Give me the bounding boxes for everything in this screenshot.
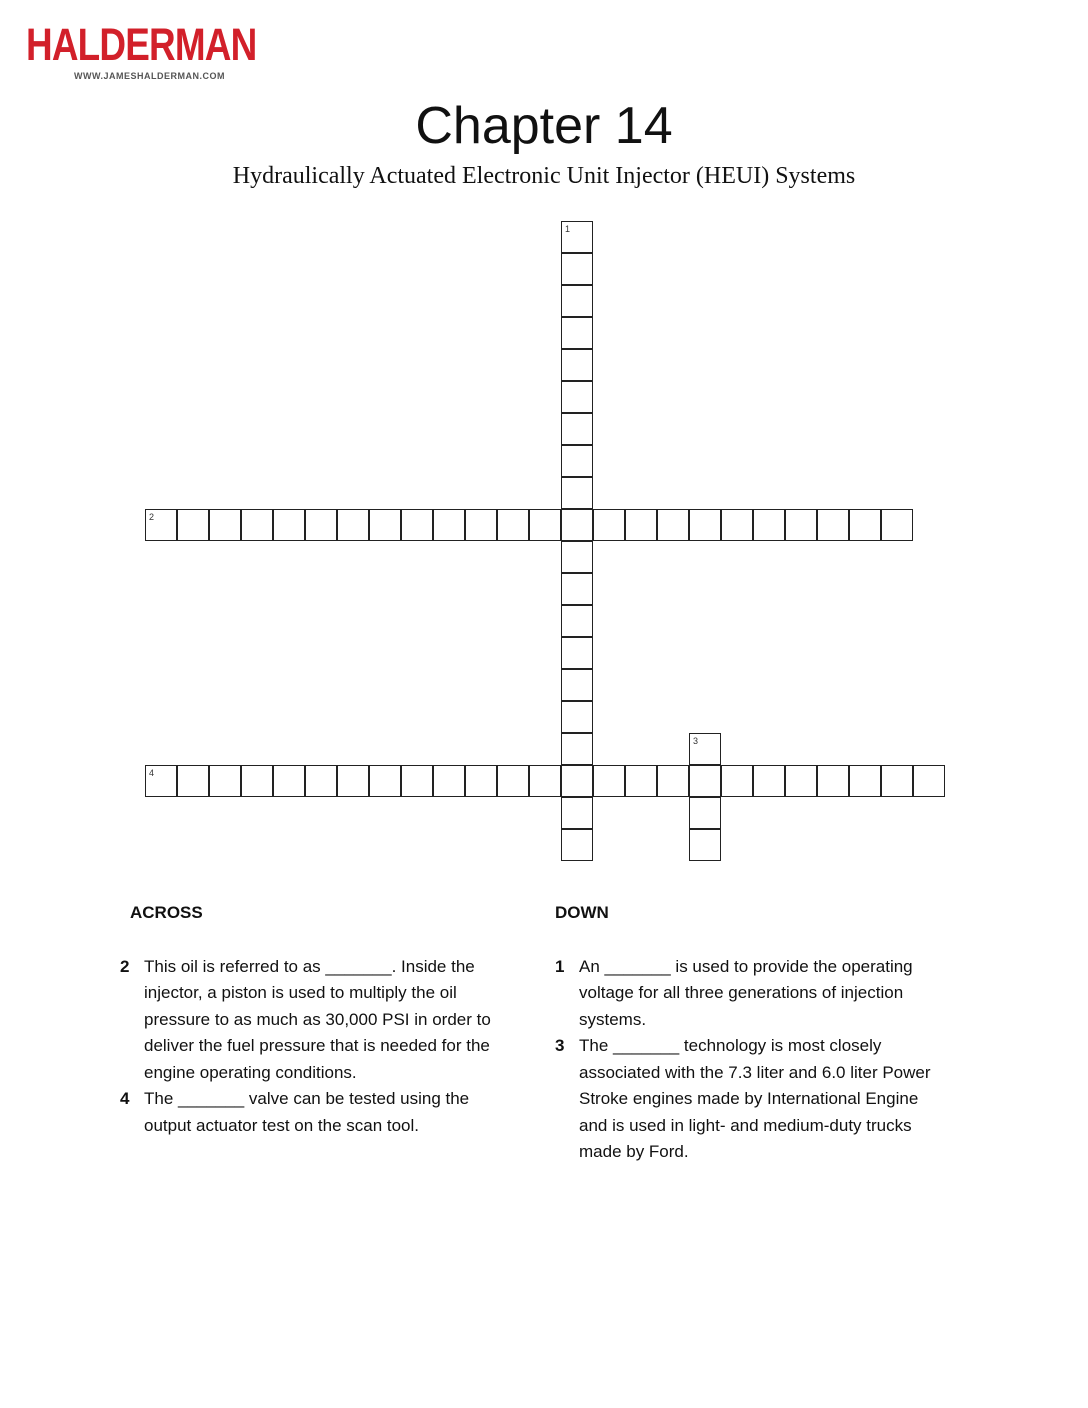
grid-cell[interactable] bbox=[561, 605, 593, 637]
grid-cell[interactable] bbox=[337, 765, 369, 797]
grid-cell[interactable] bbox=[305, 765, 337, 797]
grid-cell[interactable] bbox=[209, 509, 241, 541]
across-clues bbox=[120, 900, 510, 1139]
grid-cell[interactable] bbox=[849, 765, 881, 797]
grid-cell[interactable] bbox=[753, 765, 785, 797]
grid-cell[interactable] bbox=[689, 797, 721, 829]
logo-url: WWW.JAMESHALDERMAN.COM bbox=[74, 71, 225, 81]
clue-number: 4 bbox=[120, 1089, 130, 1108]
grid-cell[interactable] bbox=[561, 573, 593, 605]
grid-cell[interactable] bbox=[881, 765, 913, 797]
grid-cell[interactable] bbox=[241, 765, 273, 797]
grid-cell[interactable] bbox=[561, 413, 593, 445]
grid-cell[interactable] bbox=[561, 669, 593, 701]
grid-cell[interactable] bbox=[625, 765, 657, 797]
grid-cell[interactable] bbox=[785, 765, 817, 797]
grid-cell[interactable] bbox=[689, 509, 721, 541]
clue-across-4 bbox=[120, 1086, 510, 1139]
grid-cell[interactable] bbox=[689, 733, 721, 765]
grid-cell[interactable] bbox=[561, 701, 593, 733]
grid-cell[interactable] bbox=[785, 509, 817, 541]
grid-cell[interactable] bbox=[529, 765, 561, 797]
grid-cell[interactable] bbox=[561, 285, 593, 317]
grid-cell[interactable] bbox=[561, 733, 593, 765]
grid-cell[interactable] bbox=[625, 509, 657, 541]
grid-cell[interactable] bbox=[721, 509, 753, 541]
grid-cell[interactable] bbox=[593, 765, 625, 797]
grid-cell[interactable] bbox=[401, 509, 433, 541]
down-heading: DOWN bbox=[555, 903, 609, 922]
clue-down-1 bbox=[555, 954, 945, 1034]
grid-cell[interactable] bbox=[721, 765, 753, 797]
clue-text: An _______ is used to provide the operating voltage for all three generations of injection systems. bbox=[579, 956, 913, 1029]
across-heading: ACROSS bbox=[130, 903, 203, 922]
grid-cell[interactable] bbox=[337, 509, 369, 541]
grid-cell[interactable] bbox=[657, 765, 689, 797]
grid-cell[interactable] bbox=[561, 797, 593, 829]
grid-cell[interactable] bbox=[497, 509, 529, 541]
cell-number: 1 bbox=[565, 224, 571, 234]
grid-cell[interactable] bbox=[401, 765, 433, 797]
page-title: Chapter 14 bbox=[415, 97, 673, 155]
grid-cell[interactable] bbox=[145, 765, 177, 797]
grid-cell[interactable] bbox=[913, 765, 945, 797]
grid-cell[interactable] bbox=[817, 765, 849, 797]
grid-cell[interactable] bbox=[817, 509, 849, 541]
grid-cell[interactable] bbox=[561, 477, 593, 509]
grid-cell[interactable] bbox=[465, 509, 497, 541]
grid-cell[interactable] bbox=[369, 765, 401, 797]
grid-cell[interactable] bbox=[561, 253, 593, 285]
clue-number: 3 bbox=[555, 1036, 565, 1055]
grid-cell[interactable] bbox=[177, 509, 209, 541]
grid-cell[interactable] bbox=[561, 445, 593, 477]
halderman-logo bbox=[26, 19, 257, 82]
grid-cell[interactable] bbox=[497, 765, 529, 797]
clue-number: 1 bbox=[555, 956, 565, 976]
grid-cell[interactable] bbox=[561, 765, 593, 797]
grid-cell[interactable] bbox=[753, 509, 785, 541]
clue-across-2 bbox=[120, 954, 510, 1087]
down-clues bbox=[555, 900, 945, 1166]
grid-cell[interactable] bbox=[689, 829, 721, 861]
grid-cell[interactable] bbox=[561, 349, 593, 381]
clue-text: The _______ valve can be tested using the output actuator test on the scan tool. bbox=[144, 1089, 470, 1135]
grid-cell[interactable] bbox=[369, 509, 401, 541]
cell-number: 2 bbox=[149, 512, 155, 522]
clue-down-3 bbox=[555, 1033, 945, 1166]
grid-cell[interactable] bbox=[561, 221, 593, 253]
clue-text: This oil is referred to as _______. Inside the injector, a piston is used to multiply the oil pressure to as much as 30,000 PSI in order to deliver the fuel pressure that is needed for the engine operating conditions. bbox=[144, 956, 491, 1082]
grid-cell[interactable] bbox=[241, 509, 273, 541]
page-subtitle: Hydraulically Actuated Electronic Unit Injector (HEUI) Systems bbox=[232, 163, 856, 189]
clue-text: The _______ technology is most closely associated with the 7.3 liter and 6.0 liter Power Stroke engines made by International Engine and is used in light- and medium-duty trucks made by Ford. bbox=[579, 1036, 931, 1161]
grid-cell[interactable] bbox=[593, 509, 625, 541]
clue-number: 2 bbox=[120, 956, 130, 976]
grid-cell[interactable] bbox=[561, 829, 593, 861]
logo-wordmark: HALDERMAN bbox=[26, 19, 257, 70]
grid-cell[interactable] bbox=[657, 509, 689, 541]
cell-number: 3 bbox=[693, 736, 699, 746]
grid-cell[interactable] bbox=[561, 541, 593, 573]
grid-cell[interactable] bbox=[305, 509, 337, 541]
grid-cell[interactable] bbox=[561, 381, 593, 413]
cell-number: 4 bbox=[149, 768, 155, 778]
grid-cell[interactable] bbox=[273, 509, 305, 541]
grid-cell[interactable] bbox=[561, 509, 593, 541]
grid-cell[interactable] bbox=[433, 765, 465, 797]
grid-cell[interactable] bbox=[561, 317, 593, 349]
grid-cell[interactable] bbox=[433, 509, 465, 541]
grid-cell[interactable] bbox=[881, 509, 913, 541]
grid-cell[interactable] bbox=[209, 765, 241, 797]
grid-cell[interactable] bbox=[177, 765, 209, 797]
grid-cell[interactable] bbox=[465, 765, 497, 797]
grid-cell[interactable] bbox=[689, 765, 721, 797]
grid-cell[interactable] bbox=[145, 509, 177, 541]
grid-cell[interactable] bbox=[529, 509, 561, 541]
grid-cell[interactable] bbox=[849, 509, 881, 541]
grid-cell[interactable] bbox=[561, 637, 593, 669]
grid-cell[interactable] bbox=[273, 765, 305, 797]
